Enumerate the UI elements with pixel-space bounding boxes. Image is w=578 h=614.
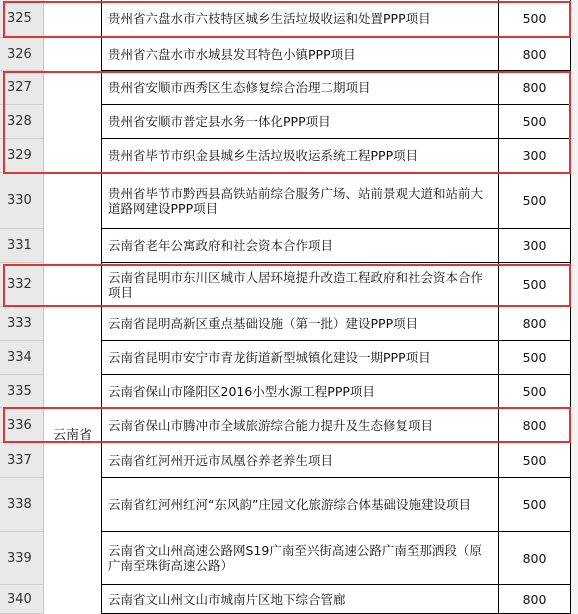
- amount-cell[interactable]: 800: [499, 38, 571, 71]
- amount-cell[interactable]: 500: [499, 173, 571, 229]
- project-name-cell[interactable]: 云南省保山市隆阳区2016小型水源工程PPP项目: [102, 375, 499, 408]
- amount-cell[interactable]: 800: [499, 71, 571, 105]
- row-number[interactable]: 328: [0, 105, 44, 139]
- project-name-cell[interactable]: 贵州省毕节市黔西县高铁站前综合服务广场、站前景观大道和站前大道路网建设PPP项目: [102, 173, 499, 229]
- row-number[interactable]: 327: [0, 71, 44, 105]
- project-name-cell[interactable]: 云南省老年公寓政府和社会资本合作项目: [102, 229, 499, 263]
- project-name-cell[interactable]: 云南省红河州开远市凤凰谷养老养生项目: [102, 443, 499, 478]
- row-number[interactable]: 326: [0, 38, 44, 71]
- project-name-cell[interactable]: 贵州省六盘水市六枝特区城乡生活垃圾收运和处置PPP项目: [102, 0, 499, 38]
- project-name-cell[interactable]: 云南省文山州文山市城南片区地下综合管廊: [102, 585, 499, 614]
- amount-cell[interactable]: 800: [499, 408, 571, 443]
- row-number[interactable]: 334: [0, 341, 44, 375]
- row-number[interactable]: 336: [0, 408, 44, 443]
- amount-cell[interactable]: 800: [499, 585, 571, 614]
- province-cell: [44, 0, 102, 614]
- project-name-cell[interactable]: 云南省昆明市安宁市青龙街道新型城镇化建设一期PPP项目: [102, 341, 499, 375]
- row-number[interactable]: 339: [0, 532, 44, 585]
- amount-cell[interactable]: 300: [499, 139, 571, 173]
- row-number[interactable]: 332: [0, 263, 44, 307]
- row-number[interactable]: 331: [0, 229, 44, 263]
- amount-cell[interactable]: 800: [499, 532, 571, 585]
- project-name-cell[interactable]: 云南省文山州高速公路网S19广南至兴街高速公路广南至那洒段（原广南至珠街高速公路）: [102, 532, 499, 585]
- row-number[interactable]: 338: [0, 478, 44, 532]
- project-name-cell[interactable]: 云南省昆明市东川区城市人居环境提升改造工程政府和社会资本合作项目: [102, 263, 499, 307]
- row-number[interactable]: 330: [0, 173, 44, 229]
- project-name-cell[interactable]: 贵州省安顺市西秀区生态修复综合治理二期项目: [102, 71, 499, 105]
- amount-cell[interactable]: 500: [499, 341, 571, 375]
- project-name-cell[interactable]: 云南省保山市腾冲市全域旅游综合能力提升及生态修复项目: [102, 408, 499, 443]
- project-name-cell[interactable]: 贵州省安顺市普定县水务一体化PPP项目: [102, 105, 499, 139]
- amount-cell[interactable]: 500: [499, 105, 571, 139]
- amount-cell[interactable]: 500: [499, 478, 571, 532]
- project-name-cell[interactable]: 贵州省六盘水市水城县发耳特色小镇PPP项目: [102, 38, 499, 71]
- province-label: 云南省: [52, 428, 92, 443]
- amount-cell[interactable]: 300: [499, 229, 571, 263]
- project-name-cell[interactable]: 贵州省毕节市织金县城乡生活垃圾收运系统工程PPP项目: [102, 139, 499, 173]
- row-number[interactable]: 337: [0, 443, 44, 478]
- project-name-cell[interactable]: 云南省昆明高新区重点基础设施（第一批）建设PPP项目: [102, 307, 499, 341]
- amount-cell[interactable]: 500: [499, 263, 571, 307]
- project-name-cell[interactable]: 云南省红河州红河“东风韵”庄园文化旅游综合体基础设施建设项目: [102, 478, 499, 532]
- row-number[interactable]: 325: [0, 0, 44, 38]
- amount-cell[interactable]: 500: [499, 0, 571, 38]
- row-number[interactable]: 335: [0, 375, 44, 408]
- row-number[interactable]: 329: [0, 139, 44, 173]
- amount-cell[interactable]: 500: [499, 443, 571, 478]
- row-number[interactable]: 340: [0, 585, 44, 614]
- amount-cell[interactable]: 800: [499, 307, 571, 341]
- amount-cell[interactable]: 500: [499, 375, 571, 408]
- row-number[interactable]: 333: [0, 307, 44, 341]
- right-gutter: [571, 0, 578, 614]
